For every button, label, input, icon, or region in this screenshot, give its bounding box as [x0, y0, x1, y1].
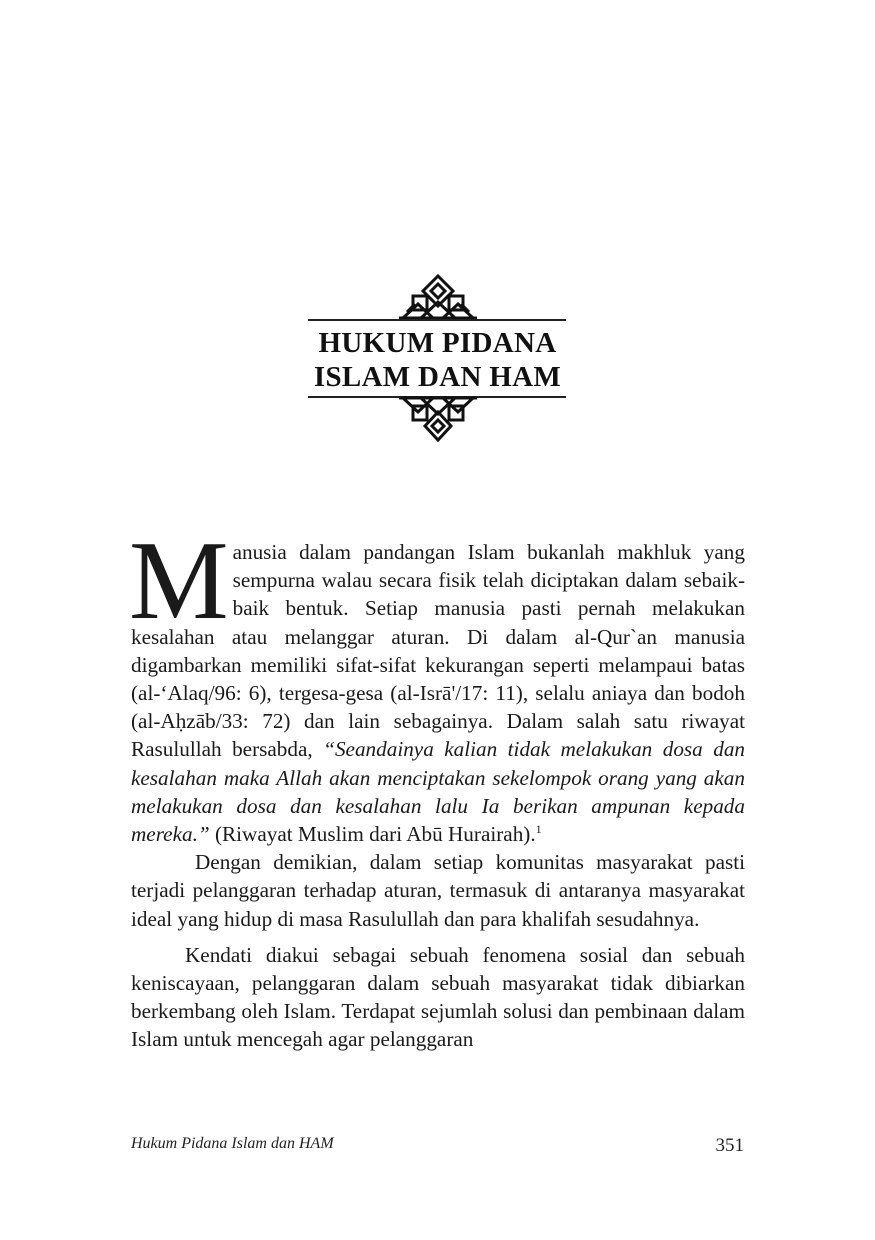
title-rule-top	[308, 319, 566, 321]
chapter-title-line2: ISLAM DAN HAM	[313, 361, 562, 393]
chapter-title	[300, 326, 575, 394]
paragraph-1-text: anusia dalam pandangan Islam bukanlah makhluk yang sempurna walau secara fisik telah diciptakan dalam sebaik-baik bentuk. Setiap manusia pasti pernah melakukan kesalahan atau melanggar aturan. Di dalam al-Qur`an manusia digambarkan memiliki sifat-sifat kekurangan seperti melampaui batas (al-‘Alaq/96: 6), tergesa-gesa (al-Isrā'/17: 11), selalu aniaya dan bodoh (al-Aḥzāb/33: 72) dan lain sebagainya. Dalam salah satu riwayat Rasulullah bersabda,	[131, 540, 745, 762]
paragraph-1-citation: (Riwayat Muslim dari Abū Hurairah).	[209, 822, 536, 847]
hadith-quote: “Seandainya kalian tidak melakukan dosa dan kesalahan maka Allah akan menciptakan sekelompok orang yang akan melakukan dosa dan kesalahan lalu Ia berikan ampunan kepada mereka.”	[131, 737, 746, 847]
footnote-marker[interactable]: 1	[535, 821, 542, 836]
islamic-ornament-bottom-icon	[393, 392, 483, 444]
page-number: 351	[715, 1135, 744, 1156]
body-text	[129, 519, 746, 1054]
paragraph-2: Dengan demikian, dalam setiap komunitas masyarakat pasti terjadi pelanggaran terhadap aturan, termasuk di antaranya masyarakat ideal yang hidup di masa Rasulullah dan para khalifah sesudahnya.	[131, 850, 745, 931]
paragraph-3: Kendati diakui sebagai sebuah fenomena sosial dan sebuah keniscayaan, pelanggaran dalam sebuah masyarakat tidak dibiarkan berkembang oleh Islam. Terdapat sejumlah solusi dan pembinaan dalam Islam untuk mencegah agar pelanggaran	[131, 942, 745, 1052]
chapter-title-line1: HUKUM PIDANA	[318, 327, 557, 359]
drop-cap: M	[129, 519, 229, 643]
paragraph-1	[129, 519, 746, 848]
running-footer-title: Hukum Pidana Islam dan HAM	[131, 1135, 334, 1152]
